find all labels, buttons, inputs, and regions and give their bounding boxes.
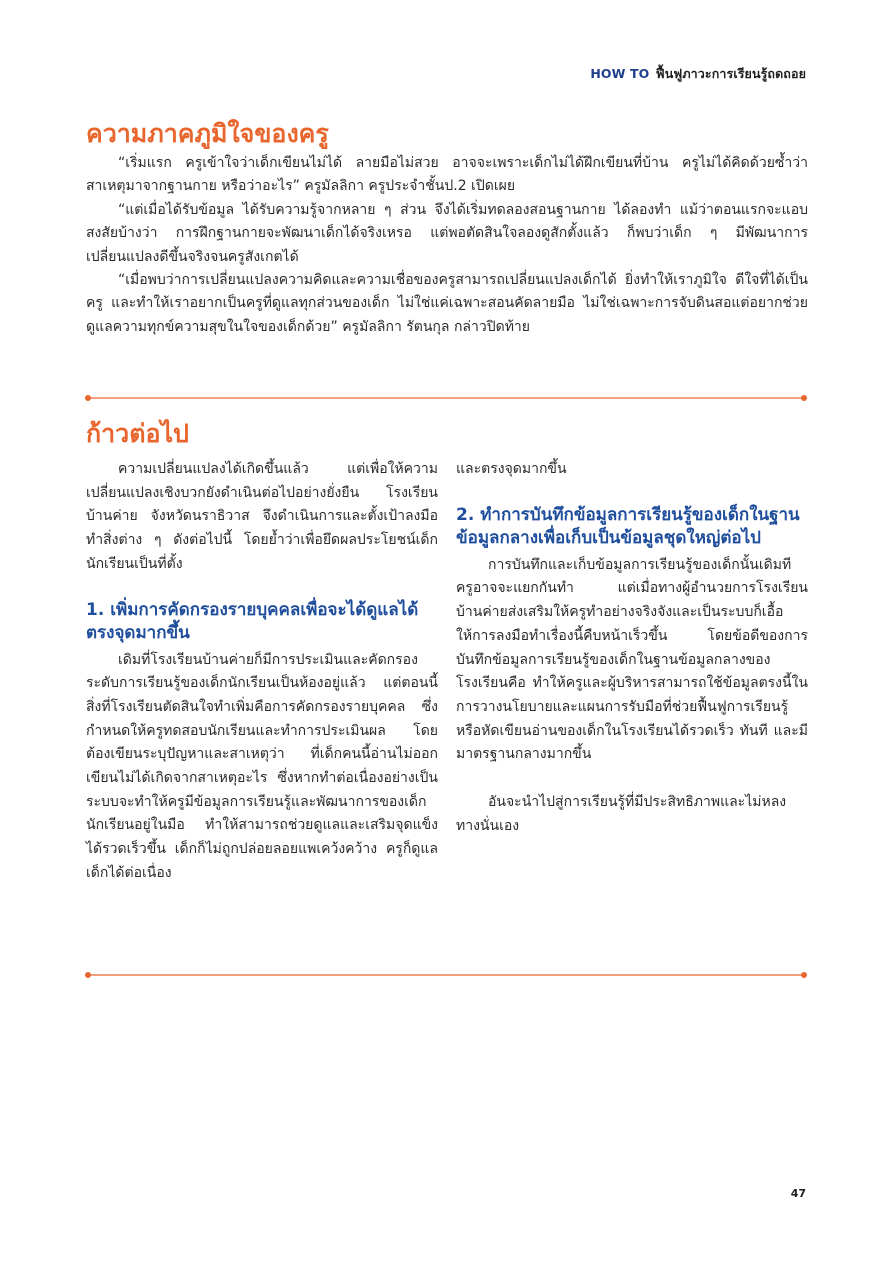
intro-paragraph: ความเปลี่ยนแปลงได้เกิดขึ้นแล้ว แต่เพื่อให้ความเปลี่ยนแปลงเชิงบวกยังดำเนินต่อไปอย่างยั่งยืน โรงเรียนบ้านค่าย จังหวัดนราธิวาส จึงดำเนินการและตั้งเป้าลงมือทำสิ่งต่าง ๆ ดังต่อไปนี้ โดยย้ำว่าเพื่อยึดผลประโยชน์เด็กนักเรียนเป็นที่ตั้ง xyxy=(86,461,438,572)
right-column xyxy=(456,458,808,838)
section-title-next-steps: ก้าวต่อไป xyxy=(86,419,189,448)
paragraph: “เริ่มแรก ครูเข้าใจว่าเด็กเขียนไม่ได้ ลายมือไม่สวย อาจจะเพราะเด็กไม่ได้ฝึกเขียนที่บ้าน ครูไม่ได้คิดด้วยซ้ำว่าสาเหตุมาจากฐานกาย หรือว่าอะไร” ครูมัลลิกา ครูประจำชั้นป.2 เปิดเผย xyxy=(86,155,808,195)
section-teacher-pride xyxy=(86,118,808,339)
left-column xyxy=(86,458,438,886)
running-head-subtitle: ฟื้นฟูภาวะการเรียนรู้ถดถอย xyxy=(655,66,806,81)
item-1-continued: และตรงจุดมากขึ้น xyxy=(456,461,567,477)
closing-paragraph: อันจะนำไปสู่การเรียนรู้ที่มีประสิทธิภาพและไม่หลงทางนั่นเอง xyxy=(456,794,787,834)
running-head-how-to: HOW TO xyxy=(590,66,650,81)
paragraph: “เมื่อพบว่าการเปลี่ยนแปลงความคิดและความเชื่อของครูสามารถเปลี่ยนแปลงเด็กได้ ยิ่งทำให้เราภูมิใจ ดีใจที่ได้เป็นครู และทำให้เราอยากเป็นครูที่ดูแลทุกส่วนของเด็ก ไม่ใช่แค่เฉพาะสอนคัดลายมือ ไม่ใช่เฉพาะการจับดินสอแต่อยากช่วยดูแลความทุกข์ความสุขในใจของเด็กด้วย” ครูมัลลิกา รัตนกุล กล่าวปิดท้าย xyxy=(86,272,808,335)
section-divider xyxy=(88,974,804,976)
section-divider xyxy=(88,397,804,399)
paragraph: “แต่เมื่อได้รับข้อมูล ได้รับความรู้จากหลาย ๆ ส่วน จึงได้เริ่มทดลองสอนฐานกาย ได้ลองทำ แม้ว่าตอนแรกจะแอบสงสัยบ้างว่า การฝึกฐานกายจะพัฒนาเด็กได้จริงเหรอ แต่พอตัดสินใจลองดูสักตั้งแล้ว ก็พบว่าเด็ก ๆ มีพัฒนาการเปลี่ยนแปลงดีขึ้นจริงจนครูสังเกตได้ xyxy=(86,201,808,265)
section-title-teacher-pride: ความภาคภูมิใจของครู xyxy=(86,119,329,148)
section-next-steps-heading xyxy=(86,418,808,450)
running-head xyxy=(590,64,806,84)
item-2-heading: 2. ทำการบันทึกข้อมูลการเรียนรู้ของเด็กในฐานข้อมูลกลางเพื่อเก็บเป็นข้อมูลชุดใหญ่ต่อไป xyxy=(456,504,800,548)
item-1-paragraph: เดิมที่โรงเรียนบ้านค่ายก็มีการประเมินและคัดกรองระดับการเรียนรู้ของเด็กนักเรียนเป็นห้องอยู่แล้ว แต่ตอนนี้สิ่งที่โรงเรียนตัดสินใจทำเพิ่มคือการคัดกรองรายบุคคล ซึ่งกำหนดให้ครูทดสอบนักเรียนและทำการประเมินผล โดยต้องเขียนระบุปัญหาและสาเหตุว่า ที่เด็กคนนี้อ่านไม่ออกเขียนไม่ได้เกิดจากสาเหตุอะไร ซึ่งหากทำต่อเนื่องอย่างเป็นระบบจะทำให้ครูมีข้อมูลการเรียนรู้และพัฒนาการของเด็กนักเรียนอยู่ในมือ ทำให้สามารถช่วยดูแลและเสริมจุดแข็งได้รวดเร็วขึ้น เด็กก็ไม่ถูกปล่อยลอยแพเคว้งคว้าง ครูก็ดูแลเด็กได้ต่อเนื่อง xyxy=(86,651,438,881)
item-2-paragraph: การบันทึกและเก็บข้อมูลการเรียนรู้ของเด็กนั้นเดิมทีครูอาจจะแยกกันทำ แต่เมื่อทางผู้อำนวยการโรงเรียนบ้านค่ายส่งเสริมให้ครูทำอย่างจริงจังและเป็นระบบก็เอื้อให้การลงมือทำเรื่องนี้คืบหน้าเร็วขึ้น โดยข้อดีของการบันทึกข้อมูลการเรียนรู้ของเด็กในฐานข้อมูลกลางของโรงเรียนคือ ทำให้ครูและผู้บริหารสามารถใช้ข้อมูลตรงนี้ในการวางนโยบายและแผนการรับมือที่ช่วยฟื้นฟูการเรียนรู้ หรือหัดเขียนอ่านของเด็กในโรงเรียนได้รวดเร็ว ทันที และมีมาตรฐานกลางมากขึ้น xyxy=(456,556,808,763)
item-1-heading: 1. เพิ่มการคัดกรองรายบุคคลเพื่อจะได้ดูแลได้ตรงจุดมากขึ้น xyxy=(86,599,419,643)
page-number: 47 xyxy=(790,1187,806,1200)
